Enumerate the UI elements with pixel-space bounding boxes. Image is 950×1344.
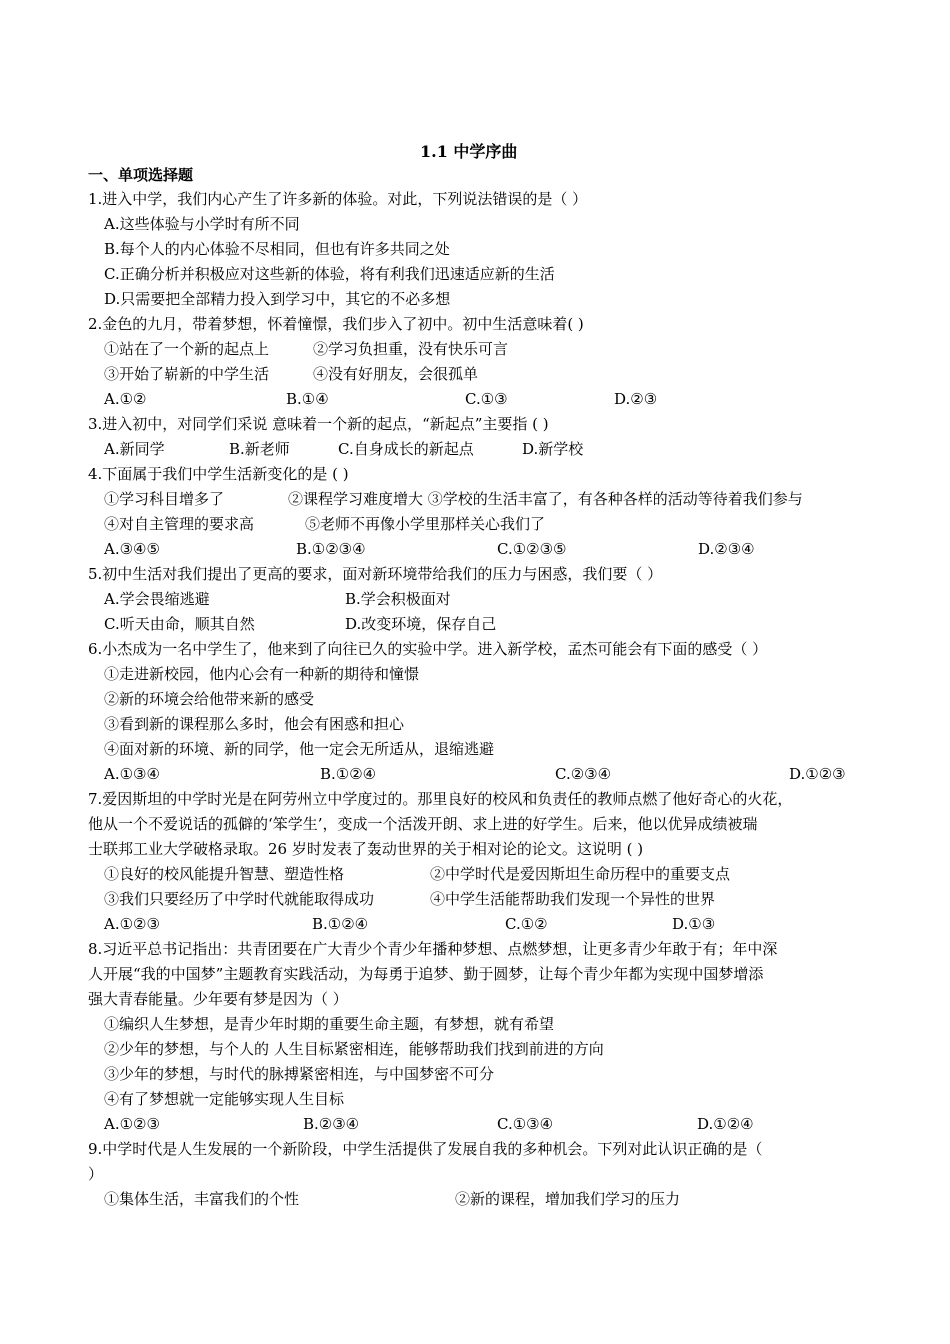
question-4-option-c: C.①②③⑤ <box>497 540 567 558</box>
question-2-option-a: A.①② <box>104 390 147 408</box>
question-9-stem-line-1: 9.中学时代是人生发展的一个新阶段，中学生活提供了发展自我的多种机会。下列对此认识正确的是（ <box>88 1140 763 1158</box>
question-2-option-b: B.①④ <box>286 390 329 408</box>
question-1-option-b: B.每个人的内心体验不尽相同，但也有许多共同之处 <box>104 240 450 258</box>
question-7-statement-2: ②中学时代是爱因斯坦生命历程中的重要支点 <box>430 865 731 883</box>
question-4-statement-2-3: ②课程学习难度增大 ③学校的生活丰富了，有各种各样的活动等待着我们参与 <box>288 490 803 508</box>
question-8-option-a: A.①②③ <box>104 1115 160 1133</box>
question-2-statement-2: ②学习负担重，没有快乐可言 <box>313 340 509 358</box>
question-7-option-b: B.①②④ <box>312 915 369 933</box>
question-4-option-d: D.②③④ <box>698 540 755 558</box>
question-2-option-d: D.②③ <box>614 390 658 408</box>
question-6-statement-2: ②新的环境会给他带来新的感受 <box>104 690 315 708</box>
question-6-option-d: D.①②③ <box>789 765 846 783</box>
question-5-stem: 5.初中生活对我们提出了更高的要求，面对新环境带给我们的压力与困惑，我们要（ ） <box>88 565 663 583</box>
question-4-option-a: A.③④⑤ <box>104 540 160 558</box>
question-7-stem-line-2: 他从一个不爱说话的孤僻的‘笨学生’，变成一个活泼开朗、求上进的好学生。后来，他以优异成绩被瑞 <box>88 815 758 833</box>
question-6-statement-3: ③看到新的课程那么多时，他会有困惑和担心 <box>104 715 405 733</box>
question-1-option-d: D.只需要把全部精力投入到学习中，其它的不必多想 <box>104 290 451 308</box>
question-7-option-d: D.①③ <box>672 915 716 933</box>
question-8-statement-3: ③少年的梦想，与时代的脉搏紧密相连，与中国梦密不可分 <box>104 1065 495 1083</box>
question-7-option-a: A.①②③ <box>104 915 160 933</box>
question-1-stem: 1.进入中学，我们内心产生了许多新的体验。对此，下列说法错误的是（ ） <box>88 190 588 208</box>
question-7-stem-line-1: 7.爱因斯坦的中学时光是在阿劳州立中学度过的。那里良好的校风和负责任的教师点燃了他好奇心的火花， <box>88 790 793 808</box>
question-5-option-d: D.改变环境，保存自己 <box>345 615 497 633</box>
question-5-option-b: B.学会积极面对 <box>345 590 451 608</box>
question-6-option-b: B.①②④ <box>320 765 377 783</box>
question-4-stem: 4.下面属于我们中学生活新变化的是 ( ) <box>88 465 349 483</box>
question-7-statement-1: ①良好的校风能提升智慧、塑造性格 <box>104 865 345 883</box>
section-heading: 一、单项选择题 <box>88 166 194 184</box>
question-6-statement-1: ①走进新校园，他内心会有一种新的期待和憧憬 <box>104 665 420 683</box>
question-8-statement-4: ④有了梦想就一定能够实现人生目标 <box>104 1090 345 1108</box>
question-3-option-a: A.新同学 <box>104 440 165 458</box>
question-8-option-b: B.②③④ <box>303 1115 360 1133</box>
document-title: 1.1 中学序曲 <box>420 142 518 161</box>
question-8-stem-line-1: 8.习近平总书记指出：共青团要在广大青少个青少年播种梦想、点燃梦想，让更多青少年敢于有；年中深 <box>88 940 778 958</box>
question-8-statement-1: ①编织人生梦想，是青少年时期的重要生命主题，有梦想，就有希望 <box>104 1015 555 1033</box>
question-8-option-d: D.①②④ <box>697 1115 754 1133</box>
question-5-option-c: C.听天由命，顺其自然 <box>104 615 255 633</box>
question-2-statement-1: ①站在了一个新的起点上 <box>104 340 270 358</box>
question-4-option-b: B.①②③④ <box>296 540 366 558</box>
question-8-option-c: C.①③④ <box>497 1115 554 1133</box>
question-4-statement-1: ①学习科目增多了 <box>104 490 225 508</box>
question-8-stem-line-2: 人开展“我的中国梦”主题教育实践活动，为每勇于追梦、勤于圆梦，让每个青少年都为实现中国梦增添 <box>88 965 764 983</box>
question-9-statement-1: ①集体生活，丰富我们的个性 <box>104 1190 300 1208</box>
question-3-option-d: D.新学校 <box>522 440 584 458</box>
question-4-statement-5: ⑤老师不再像小学里那样关心我们了 <box>305 515 546 533</box>
question-2-option-c: C.①③ <box>465 390 508 408</box>
question-3-option-c: C.自身成长的新起点 <box>338 440 474 458</box>
question-1-option-c: C.正确分析并积极应对这些新的体验，将有利我们迅速适应新的生活 <box>104 265 555 283</box>
question-7-statement-4: ④中学生活能帮助我们发现一个异性的世界 <box>430 890 716 908</box>
question-8-stem-line-3: 强大青春能量。少年要有梦是因为（ ） <box>88 990 348 1008</box>
question-9-statement-2: ②新的课程，增加我们学习的压力 <box>455 1190 681 1208</box>
question-3-stem: 3.进入初中，对同学们采说 意味着一个新的起点，“新起点”主要指 ( ) <box>88 415 549 433</box>
question-2-statement-3: ③开始了崭新的中学生活 <box>104 365 270 383</box>
question-2-stem: 2.金色的九月，带着梦想，怀着憧憬，我们步入了初中。初中生活意味着( ) <box>88 315 584 333</box>
question-6-statement-4: ④面对新的环境、新的同学，他一定会无所适从，退缩逃避 <box>104 740 495 758</box>
question-5-option-a: A.学会畏缩逃避 <box>104 590 210 608</box>
question-6-option-a: A.①③④ <box>104 765 160 783</box>
question-1-option-a: A.这些体验与小学时有所不同 <box>104 215 300 233</box>
question-6-option-c: C.②③④ <box>555 765 612 783</box>
question-9-stem-line-2: ） <box>88 1165 104 1183</box>
question-7-stem-line-3: 士联邦工业大学破格录取。26 岁时发表了轰动世界的关于相对论的论文。这说明 ( ) <box>88 840 644 858</box>
question-6-stem: 6.小杰成为一名中学生了，他来到了向往已久的实验中学。进入新学校，孟杰可能会有下面的感受（ ） <box>88 640 768 658</box>
question-8-statement-2: ②少年的梦想，与个人的 人生目标紧密相连，能够帮助我们找到前进的方向 <box>104 1040 604 1058</box>
question-2-statement-4: ④没有好朋友，会很孤单 <box>313 365 479 383</box>
question-7-statement-3: ③我们只要经历了中学时代就能取得成功 <box>104 890 375 908</box>
question-4-statement-4: ④对自主管理的要求高 <box>104 515 255 533</box>
question-7-option-c: C.①② <box>505 915 548 933</box>
question-3-option-b: B.新老师 <box>229 440 290 458</box>
